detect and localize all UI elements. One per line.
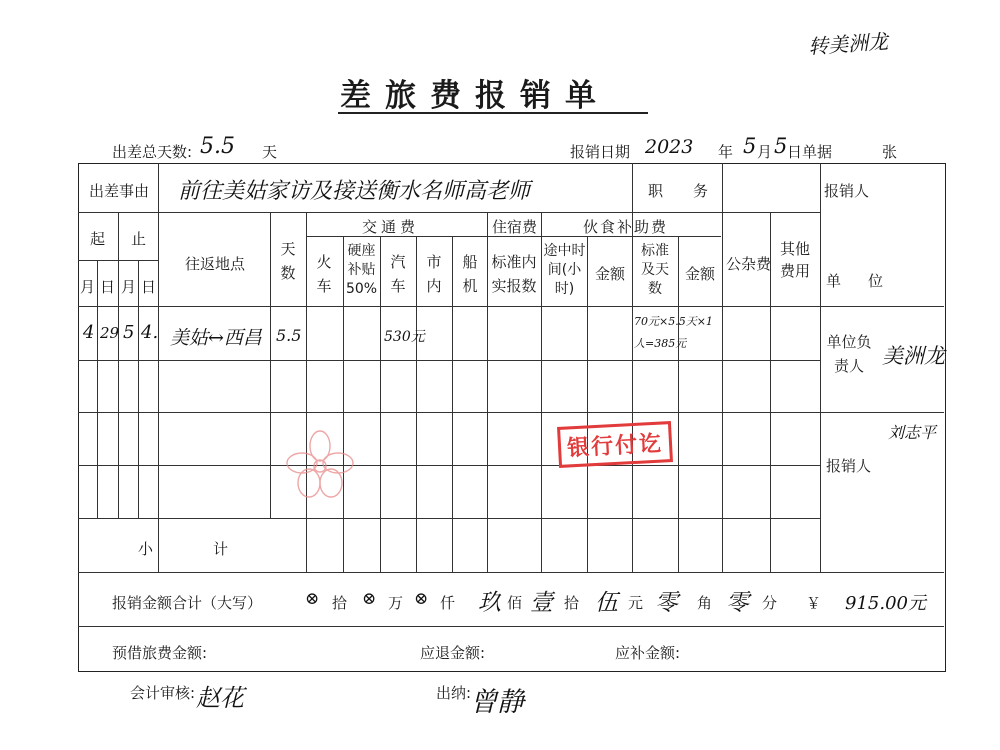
row-meal-standard: 70元×5.5天×1人=385元 — [634, 315, 713, 350]
amount-mark-0: ⊗ — [305, 589, 320, 609]
reimburser-label: 报销人 — [826, 457, 872, 475]
amount-mark-5: 伍 — [595, 590, 618, 616]
end-month-header: 月 — [121, 278, 137, 296]
amount-unit-2: 仟 — [440, 594, 456, 612]
v-line — [380, 236, 381, 572]
total-days-label: 出差总天数: — [112, 143, 193, 161]
reimburser-signature: 刘志平 — [888, 423, 937, 442]
v-line — [820, 163, 821, 572]
amount-mark-7: 零 — [726, 590, 749, 616]
row-start-day: 29 — [100, 324, 120, 342]
misc-header: 公杂费 — [726, 255, 772, 273]
total-days-value: 5.5 — [200, 134, 235, 159]
v-line — [97, 260, 98, 518]
lodging-actual-header: 标准内实报数 — [491, 253, 537, 295]
accountant-signature: 赵花 — [196, 684, 244, 712]
v-line — [270, 212, 271, 518]
v-line — [118, 212, 119, 518]
amount-mark-4: 壹 — [530, 590, 553, 616]
amount-unit-5: 元 — [628, 594, 644, 612]
v-line — [306, 212, 307, 572]
amount-unit-1: 万 — [388, 594, 404, 612]
train-header: 火车 — [316, 253, 332, 295]
end-header: 止 — [131, 230, 147, 248]
v-line — [722, 163, 723, 572]
amount-unit-6: 角 — [697, 594, 713, 612]
meal-header: 伙食补助费 — [583, 218, 669, 236]
start-day-header: 日 — [100, 278, 116, 296]
start-header: 起 — [90, 230, 106, 248]
start-month-header: 月 — [80, 278, 96, 296]
days-header: 天数 — [280, 240, 296, 282]
report-count-unit: 张 — [882, 143, 898, 161]
ship-air-header: 船机 — [462, 253, 478, 295]
report-year: 2023 — [645, 136, 694, 158]
row-end-month: 5 — [123, 322, 135, 343]
supplement-label: 应补金额: — [615, 644, 681, 662]
end-day-header: 日 — [141, 278, 157, 296]
flower-watermark-icon — [285, 428, 355, 503]
seat-subsidy-header: 硬座补贴50% — [345, 243, 378, 297]
report-day-unit: 日单据 — [787, 143, 833, 161]
purpose-label: 出差事由 — [89, 182, 150, 200]
h-line — [78, 360, 820, 361]
refund-label: 应退金额: — [420, 644, 486, 662]
transport-header: 交通费 — [362, 218, 420, 236]
v-line — [487, 212, 488, 572]
currency-symbol: ￥ — [806, 594, 822, 612]
h-line — [78, 626, 944, 627]
accountant-label: 会计审核: — [130, 684, 196, 702]
v-line — [678, 236, 679, 572]
total-amount-label: 报销金额合计（大写） — [112, 594, 263, 612]
amount-unit-7: 分 — [762, 594, 778, 612]
row-start-month: 4 — [83, 322, 95, 343]
h-line — [78, 212, 820, 213]
cashier-signature: 曾静 — [470, 687, 524, 718]
city-header: 市内 — [426, 253, 442, 295]
corner-handwriting: 转美洲龙 — [807, 29, 889, 59]
form-title: 差旅费报销单 — [340, 78, 610, 114]
amount-unit-3: 佰 — [507, 594, 523, 612]
unit-head-signature: 美洲龙 — [882, 344, 945, 368]
amount-mark-3: 玖 — [478, 590, 501, 616]
row-bus: 530元 — [384, 329, 425, 345]
amount2-header: 金额 — [685, 265, 716, 283]
amount-mark-6: 零 — [655, 590, 678, 616]
amount-mark-1: ⊗ — [362, 589, 377, 609]
report-date-label: 报销日期 — [570, 143, 631, 161]
total-days-unit: 天 — [262, 143, 278, 161]
amount-mark-2: ⊗ — [414, 589, 429, 609]
standard-days-header: 标准及天数 — [641, 243, 669, 297]
unit-head-label: 单位负责人 — [826, 333, 872, 375]
report-month-unit: 月 — [757, 143, 773, 161]
v-line — [452, 236, 453, 572]
total-amount-value: 915.00元 — [845, 593, 926, 614]
subtotal-label: 小 计 — [138, 540, 229, 558]
route-header: 往返地点 — [185, 255, 246, 273]
bus-header: 汽车 — [390, 253, 406, 295]
unit-label: 单 位 — [826, 272, 890, 290]
h-line — [78, 465, 820, 466]
amount-unit-4: 拾 — [564, 594, 580, 612]
h-line — [78, 412, 944, 413]
v-line — [138, 260, 139, 518]
job-title-label: 职 务 — [648, 182, 709, 200]
h-line — [78, 306, 944, 307]
report-day: 5 — [774, 134, 788, 158]
bank-paid-stamp: 银行付讫 — [557, 421, 673, 468]
travel-hours-header: 途中时间(小时) — [543, 243, 586, 297]
report-year-unit: 年 — [718, 143, 734, 161]
row-days: 5.5 — [276, 326, 302, 345]
purpose-value: 前往美姑家访及接送衡水名师高老师 — [178, 179, 531, 204]
h-line — [78, 518, 820, 519]
amount-header: 金额 — [595, 265, 626, 283]
v-line — [416, 236, 417, 572]
title-underline — [338, 112, 648, 114]
amount-unit-0: 拾 — [332, 594, 348, 612]
h-line — [78, 572, 944, 573]
v-line — [587, 236, 588, 572]
applicant-label: 报销人 — [824, 182, 870, 200]
other-header: 其他费用 — [779, 240, 810, 280]
row-route: 美姑↔西昌 — [170, 327, 262, 349]
row-end-day: 4. — [141, 322, 159, 343]
lodging-header: 住宿费 — [492, 218, 538, 236]
advance-label: 预借旅费金额: — [112, 644, 208, 662]
cashier-label: 出纳: — [436, 684, 472, 702]
v-line — [158, 163, 159, 572]
report-month: 5 — [743, 134, 757, 158]
